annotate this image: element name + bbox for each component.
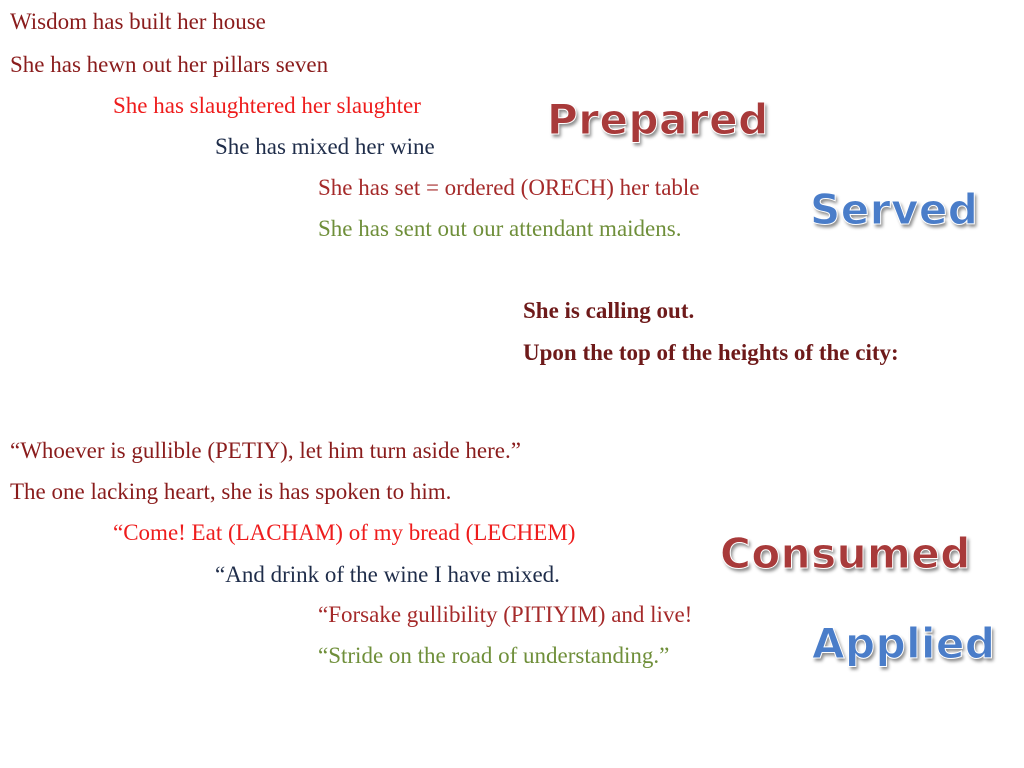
text-line: “Whoever is gullible (PETIY), let him turn aside here.” xyxy=(10,438,521,463)
text-line: “Come! Eat (LACHAM) of my bread (LECHEM) xyxy=(113,520,576,545)
text-line: Upon the top of the heights of the city: xyxy=(523,340,899,365)
text-line: She has slaughtered her slaughter xyxy=(113,93,421,118)
text-line: “Stride on the road of understanding.” xyxy=(318,643,670,668)
text-line: She has set = ordered (ORECH) her table xyxy=(318,175,700,200)
text-line: The one lacking heart, she is has spoken to him. xyxy=(10,479,452,504)
text-line: She has mixed her wine xyxy=(215,134,435,159)
text-line: She is calling out. xyxy=(523,298,695,323)
label-served: Served xyxy=(810,185,979,234)
text-line: “Forsake gullibility (PITIYIM) and live! xyxy=(318,602,693,627)
text-line: She has hewn out her pillars seven xyxy=(10,52,329,77)
label-consumed: Consumed xyxy=(720,529,971,578)
text-line: Wisdom has built her house xyxy=(10,9,266,34)
label-prepared: Prepared xyxy=(547,95,769,144)
label-applied: Applied xyxy=(812,619,996,668)
text-line: “And drink of the wine I have mixed. xyxy=(215,562,560,587)
text-line: She has sent out our attendant maidens. xyxy=(318,216,682,241)
